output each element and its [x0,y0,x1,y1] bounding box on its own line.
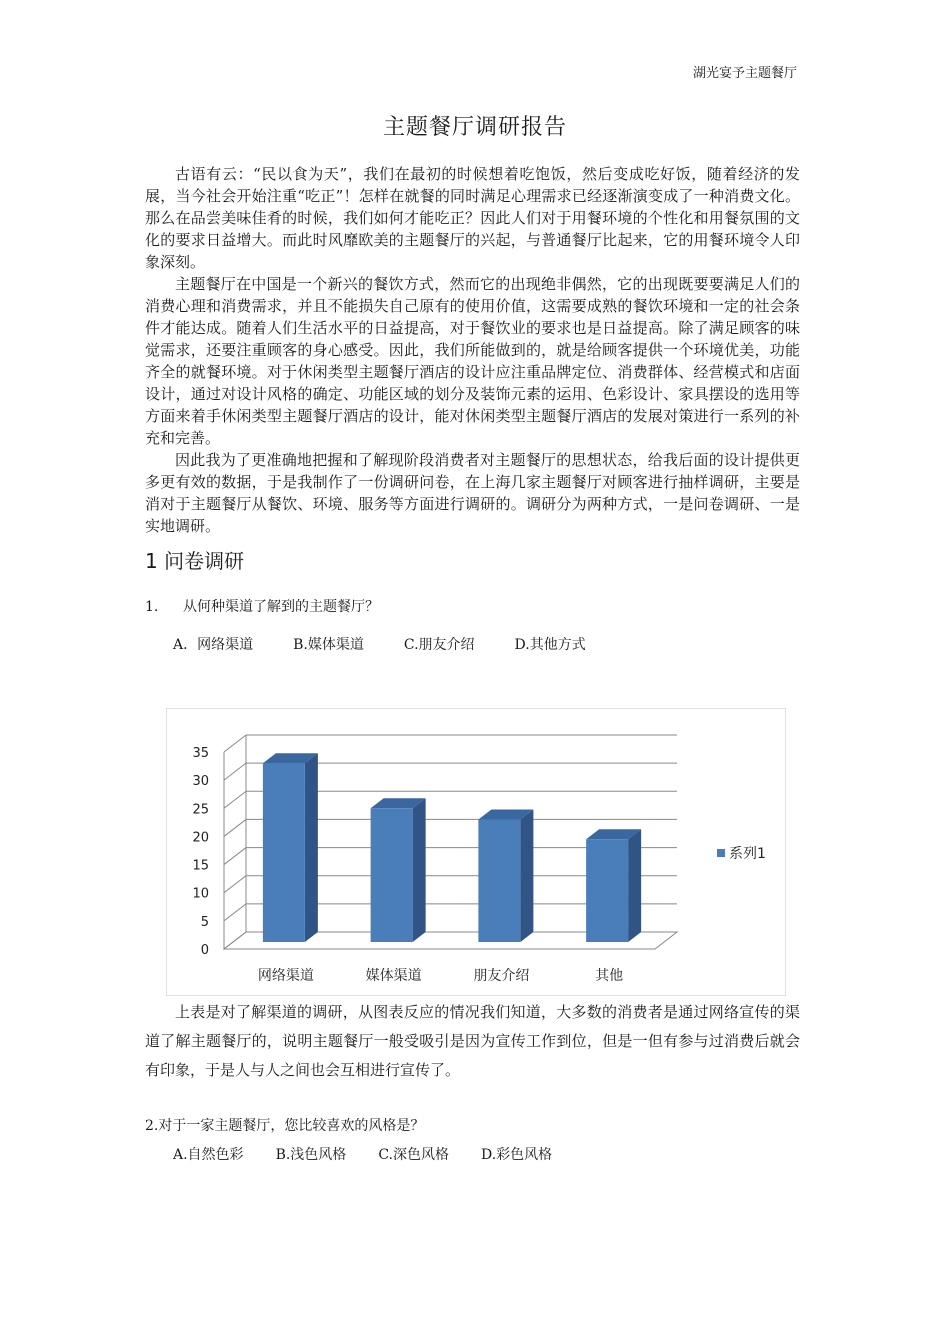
bar [371,808,413,942]
y-tick-label: 0 [200,943,209,958]
question-text: 从何种渠道了解到的主题餐厅？ [183,599,379,615]
option-c: C.深色风格 [378,1147,449,1163]
gridline-side [224,876,246,893]
y-tick-label: 20 [192,830,209,846]
bar-side [413,798,426,942]
bar-side [305,753,318,942]
option-a: A.自然色彩 [173,1147,244,1163]
option-b: B.浅色风格 [275,1147,347,1163]
legend-label: 系列1 [729,846,766,862]
question-1 [145,596,379,616]
intro-text [145,163,800,537]
y-tick-label: 10 [192,886,209,902]
y-tick-label: 5 [200,914,209,930]
bar [263,763,305,942]
question-2: 2.对于一家主题餐厅，您比较喜欢的风格是？ [145,1118,425,1134]
gridline-side [224,819,246,836]
question-1-options [173,634,626,654]
legend-swatch [717,849,725,857]
y-tick-label: 35 [192,746,209,761]
paragraph: 主题餐厅在中国是一个新兴的餐饮方式，然而它的出现绝非偶然，它的出现既要要满足人们的消费心理和消费需求，并且不能损失自己原有的使用价值，这需要成熟的餐饮环境和一定的社会条件才能达成。随着人们生活水平的日益提高，对于餐饮业的要求也是日益提高。除了满足顾客的味觉需求，还要注重顾客的身心感受。因此，我们所能做到的，就是给顾客提供一个环境优美，功能齐全的就餐环境。对于休闲类型主题餐厅酒店的设计应注重品牌定位、消费群体、经营模式和店面设计，通过对设计风格的确定、功能区域的划分及装饰元素的运用、色彩设计、家具摆设的选用等方面来着手休闲类型主题餐厅酒店的设计，能对休闲类型主题餐厅酒店的发展对策进行一系列的补充和完善。 [145,275,800,447]
option-c: C.朋友介绍 [403,637,475,653]
bar-chart [167,709,785,995]
option-b: B.媒体渠道 [293,637,364,653]
x-tick-label: 其他 [595,968,624,984]
bar [586,839,628,942]
bar [478,820,520,942]
gridline-side [224,791,246,808]
paragraph: 上表是对了解渠道的调研，从图表反应的情况我们知道，大多数的消费者是通过网络宣传的渠道了解主题餐厅的，说明主题餐厅一般受吸引是因为宣传工作到位，但是一但有参与过消费后就会有印象，于是人与人之间也会互相进行宣传了。 [145,1003,800,1079]
option-d: D.其他方式 [514,637,586,653]
page-title: 主题餐厅调研报告 [382,115,567,140]
analysis-text [145,998,800,1085]
x-tick-label: 朋友介绍 [473,968,530,984]
x-tick-label: 网络渠道 [257,968,314,984]
bar-side [520,810,533,942]
gridline-side [224,735,246,752]
option-a: A．网络渠道 [173,637,254,653]
x-tick-label: 媒体渠道 [365,968,422,984]
option-d: D.彩色风格 [480,1147,553,1163]
channel-chart [166,708,786,996]
gridline-side [224,904,246,921]
gridline-side [224,763,246,780]
y-tick-label: 15 [192,858,209,874]
paragraph: 古语有云：“民以食为天”，我们在最初的时候想着吃饱饭，然后变成吃好饭，随着经济的发展，当今社会开始注重“吃正”！怎样在就餐的同时满足心理需求已经逐渐演变成了一种消费文化。那么在品尝美味佳肴的时候，我们如何才能吃正？因此人们对于用餐环境的个性化和用餐氛围的文化的要求日益增大。而此时风靡欧美的主题餐厅的兴起，与普通餐厅比起来，它的用餐环境令人印象深刻。 [145,165,800,271]
gridline-side [224,848,246,865]
bar-side [628,829,641,942]
question-number: 1. [145,599,159,615]
y-tick-label: 25 [192,802,209,818]
question-2-options [173,1144,584,1164]
section-heading: 1 问卷调研 [145,549,245,573]
y-tick-label: 30 [192,774,209,790]
paragraph: 因此我为了更准确地把握和了解现阶段消费者对主题餐厅的思想状态，给我后面的设计提供更多更有效的数据，于是我制作了一份调研问卷，在上海几家主题餐厅对顾客进行抽样调研，主要是消对于主题餐厅从餐饮、环境、服务等方面进行调研的。调研分为两种方式，一是问卷调研、一是实地调研。 [145,451,800,535]
header-brand: 湖光宴予主题餐厅 [692,66,797,81]
